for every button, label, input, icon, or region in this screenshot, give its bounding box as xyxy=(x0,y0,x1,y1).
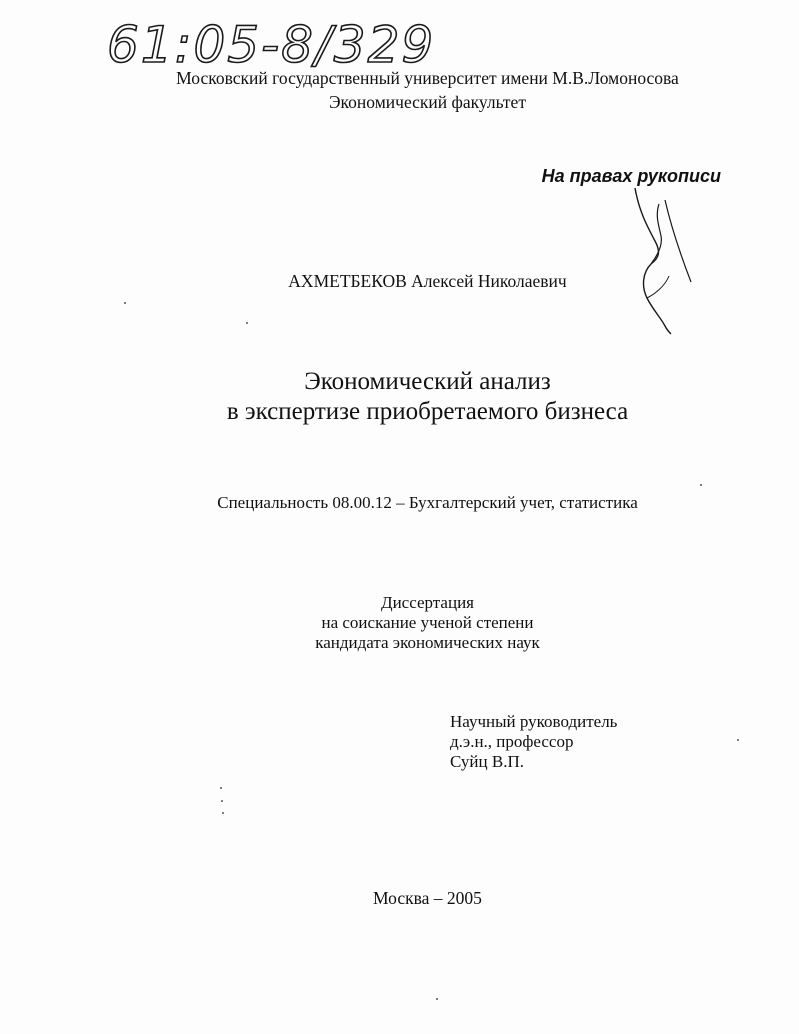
scan-speck xyxy=(221,800,223,802)
scan-speck xyxy=(700,484,702,486)
rights-note: На правах рукописи xyxy=(541,166,721,186)
advisor-line-1: Научный руководитель xyxy=(450,712,618,731)
specialty: Специальность 08.00.12 – Бухгалтерский учет, статистика xyxy=(217,493,638,512)
university-name: Московский государственный университет имени М.В.Ломоносова xyxy=(176,68,679,88)
dissertation-line-2: на соискание ученой степени xyxy=(321,613,534,632)
scan-speck xyxy=(220,787,222,789)
city-year: Москва – 2005 xyxy=(373,888,482,908)
scan-speck xyxy=(222,812,224,814)
advisor-line-2: д.э.н., профессор xyxy=(450,732,574,751)
scan-speck xyxy=(246,322,248,324)
scan-speck xyxy=(737,739,739,741)
scan-speck xyxy=(124,302,126,304)
advisor-line-3: Суйц В.П. xyxy=(450,752,524,771)
catalog-code-text: 61:05-8/3297 xyxy=(107,16,435,74)
dissertation-line-3: кандидата экономических наук xyxy=(315,633,540,652)
dissertation-line-1: Диссертация xyxy=(380,593,474,612)
scan-speck xyxy=(436,998,438,1000)
faculty-name: Экономический факультет xyxy=(329,92,526,112)
title-line-2: в экспертизе приобретаемого бизнеса xyxy=(226,398,629,425)
title-line-1: Экономический анализ xyxy=(304,368,551,395)
handwritten-signature-icon xyxy=(625,186,695,336)
author-name: АХМЕТБЕКОВ Алексей Николаевич xyxy=(288,271,567,291)
handwritten-catalog-code xyxy=(105,6,435,76)
